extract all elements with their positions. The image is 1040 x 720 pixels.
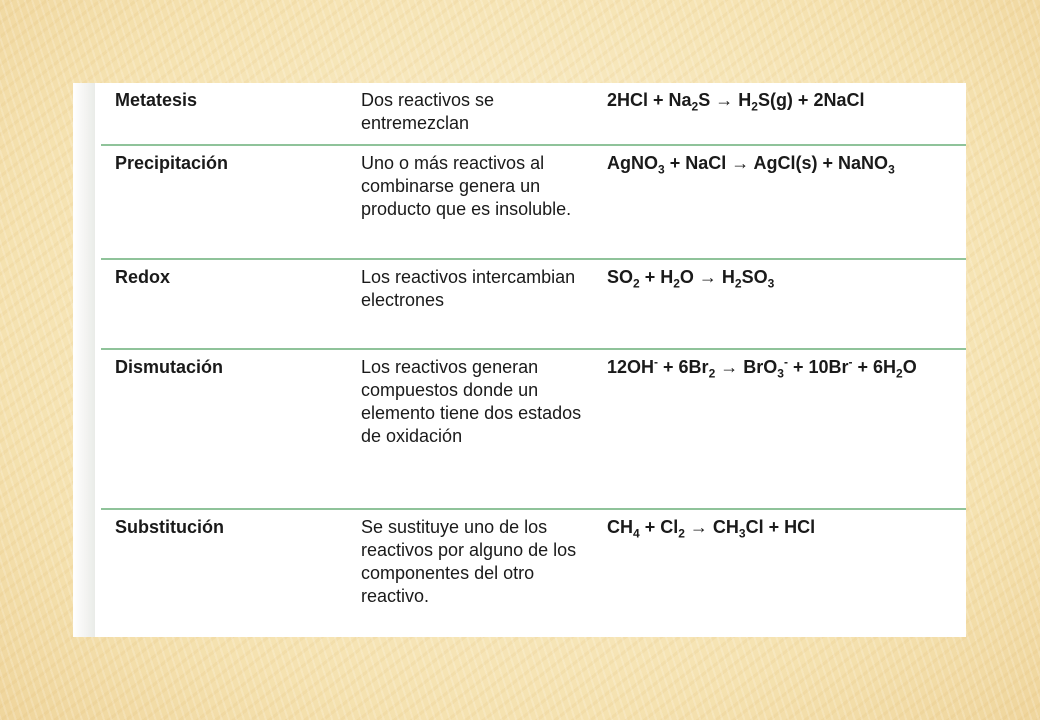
reaction-type-cell: Dismutación [101,349,347,509]
reaction-description-cell: Se sustituye uno de los reactivos por alguno de los componentes del otro reactivo. [361,517,577,606]
reaction-equation-cell: $SO_2 + H_2O \to H_2SO_3$ [593,259,966,349]
slide-content-panel [73,83,966,637]
reaction-equation-cell: AgNO$_3$ + NaCl → AgCl(s) + NaNO$_3$ [593,145,966,259]
reaction-equation-cell: $12OH^- + 6Br_2 \to BrO_3^- + 10Br^- + 6H_2O$ [593,349,966,509]
slide-side-strip [73,83,95,637]
table-row [101,83,966,145]
reaction-type-cell: Substitución [115,517,224,537]
table-row [101,349,966,509]
table-row [101,509,966,635]
reaction-type-cell: Redox [101,259,347,349]
table-row [101,259,966,349]
reaction-description-cell: Uno o más reactivos al combinarse genera un producto que es insoluble. [347,145,593,259]
reaction-description-cell: Los reactivos intercambian electrones [347,259,593,349]
reaction-equation-cell: $2HCl + Na_2S \to H_2S(g)$ + 2NaCl [593,83,966,145]
table-row [101,145,966,259]
reaction-description-cell: Los reactivos generan compuestos donde un elemento tiene dos estados de oxidación [347,349,593,509]
reaction-type-cell: Metatesis [101,83,347,145]
reaction-description-cell: Dos reactivos se entremezclan [347,83,593,145]
reaction-type-cell: Precipitación [101,145,347,259]
reaction-types-table [101,83,966,635]
reaction-equation-cell: $CH_4 + Cl_2 \to CH_3Cl$ + HCl [607,517,816,541]
